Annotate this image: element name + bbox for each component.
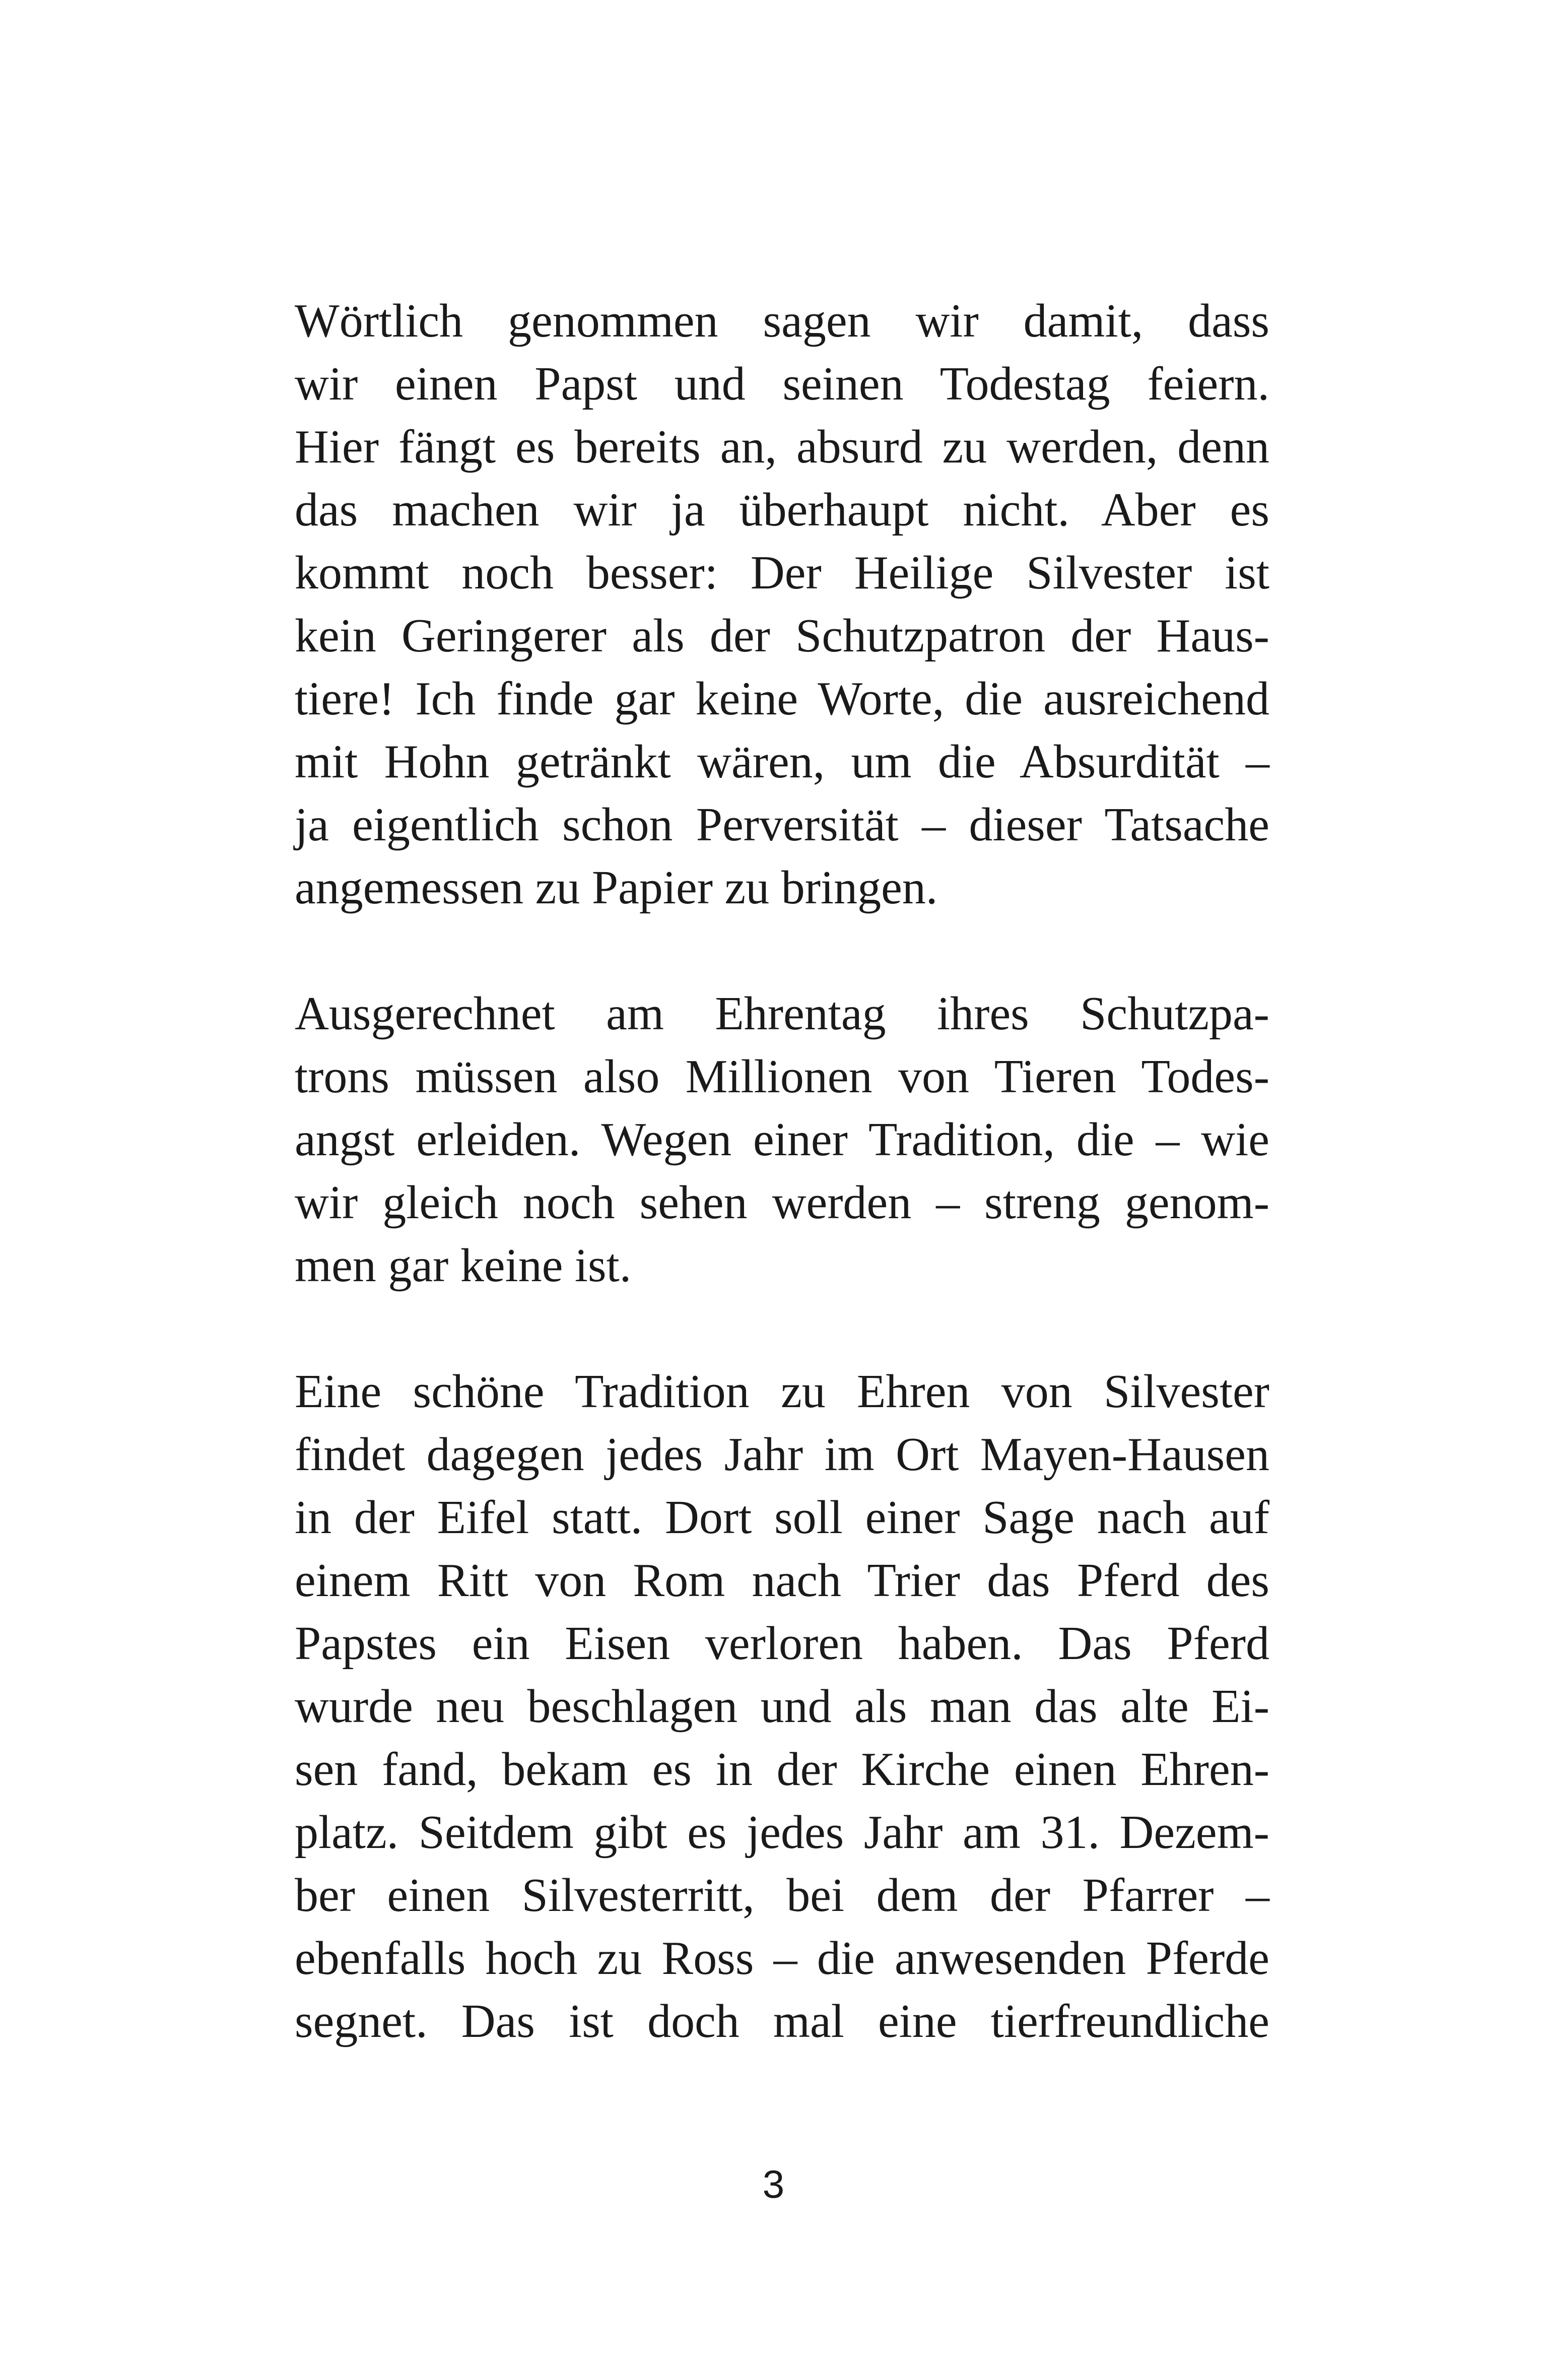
text-line: mit Hohn getränkt wären, um die Absurdität – [295, 736, 1269, 788]
text-line: Ausgerechnet am Ehrentag ihres Schutzpa- [295, 987, 1269, 1040]
text-line: Papstes ein Eisen verloren haben. Das Pferd [295, 1617, 1269, 1670]
text-line: trons müssen also Millionen von Tieren Todes- [295, 1050, 1269, 1103]
text-line: segnet. Das ist doch mal eine tierfreundliche [295, 1995, 1269, 2047]
page-number: 3 [762, 2162, 785, 2206]
text-line: sen fand, bekam es in der Kirche einen Ehren- [295, 1743, 1269, 1796]
text-line: ebenfalls hoch zu Ross – die anwesenden Pferde [295, 1932, 1269, 1985]
paragraph-2 [295, 982, 1269, 1297]
text-line: tiere! Ich finde gar keine Worte, die ausreichend [295, 673, 1269, 725]
paragraph-1 [295, 290, 1269, 919]
body-text [295, 290, 1269, 2053]
text-line: kommt noch besser: Der Heilige Silvester ist [295, 547, 1269, 599]
text-line: findet dagegen jedes Jahr im Ort Mayen-Hausen [295, 1428, 1269, 1481]
text-line: platz. Seitdem gibt es jedes Jahr am 31. Dezem- [295, 1806, 1269, 1859]
paragraph-3 [295, 1360, 1269, 2053]
text-line: wir gleich noch sehen werden – streng genom- [295, 1176, 1269, 1229]
text-line: das machen wir ja überhaupt nicht. Aber es [295, 484, 1269, 536]
text-line: men gar keine ist. [295, 1239, 632, 1292]
text-line: wir einen Papst und seinen Todestag feiern. [295, 358, 1269, 410]
text-line: ber einen Silvesterritt, bei dem der Pfarrer – [295, 1869, 1269, 1922]
text-line: Wörtlich genommen sagen wir damit, dass [295, 295, 1269, 347]
text-line: angemessen zu Papier zu bringen. [295, 862, 938, 914]
text-line: kein Geringerer als der Schutzpatron der Haus- [295, 610, 1269, 662]
text-line: Hier fängt es bereits an, absurd zu werden, denn [295, 421, 1269, 473]
text-line: einem Ritt von Rom nach Trier das Pferd des [295, 1554, 1269, 1607]
text-line: angst erleiden. Wegen einer Tradition, die – wie [295, 1113, 1269, 1166]
text-line: ja eigentlich schon Perversität – dieser Tatsache [295, 799, 1269, 851]
paragraph-spacer [295, 919, 1269, 982]
text-line: in der Eifel statt. Dort soll einer Sage nach auf [295, 1491, 1269, 1544]
text-line: Eine schöne Tradition zu Ehren von Silvester [295, 1365, 1269, 1418]
text-line: wurde neu beschlagen und als man das alte Ei- [295, 1680, 1269, 1733]
paragraph-spacer [295, 1297, 1269, 1360]
